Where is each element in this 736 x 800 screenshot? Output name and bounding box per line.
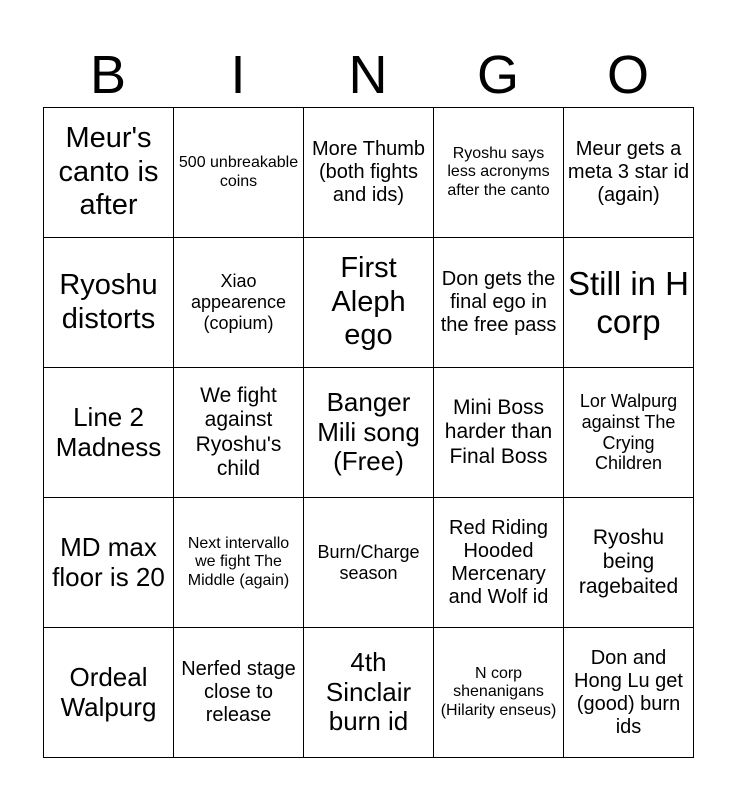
bingo-cell[interactable]: 500 unbreakable coins [174,108,304,238]
header-letter-n: N [348,45,388,105]
board-row-1 [44,108,694,238]
bingo-cell[interactable]: We fight against Ryoshu's child [174,368,304,498]
bingo-cell[interactable]: Don gets the final ego in the free pass [434,238,564,368]
header-letter-o: O [606,45,649,105]
bingo-cell[interactable]: Still in H corp [564,238,694,368]
board-row-3 [44,368,694,498]
bingo-cell[interactable]: Ryoshu says less acronyms after the canto [434,108,564,238]
bingo-cell[interactable]: MD max floor is 20 [44,498,174,628]
board-row-4 [44,498,694,628]
bingo-cell[interactable]: Don and Hong Lu get (good) burn ids [564,628,694,758]
bingo-cell[interactable]: Meur gets a meta 3 star id (again) [564,108,694,238]
bingo-cell[interactable]: Ordeal Walpurg [44,628,174,758]
bingo-cell[interactable]: Red Riding Hooded Mercenary and Wolf id [434,498,564,628]
bingo-cell[interactable]: Ryoshu distorts [44,238,174,368]
bingo-cell[interactable]: N corp shenanigans (Hilarity enseus) [434,628,564,758]
bingo-cell[interactable]: Meur's canto is after [44,108,174,238]
bingo-cell[interactable]: Xiao appearence (copium) [174,238,304,368]
bingo-cell[interactable]: Nerfed stage close to release [174,628,304,758]
bingo-cell[interactable]: Lor Walpurg against The Crying Children [564,368,694,498]
bingo-cell[interactable]: Ryoshu being ragebaited [564,498,694,628]
header-letter-b: B [89,45,127,105]
header-letter-g: G [476,45,519,105]
bingo-cell[interactable]: Burn/Charge season [304,498,434,628]
board-row-2 [44,238,694,368]
board-row-5 [44,628,694,758]
header-letter-i: I [230,45,246,105]
bingo-board [43,107,694,758]
bingo-cell[interactable]: More Thumb (both fights and ids) [304,108,434,238]
bingo-cell[interactable]: 4th Sinclair burn id [304,628,434,758]
bingo-cell[interactable]: First Aleph ego [304,238,434,368]
bingo-cell[interactable]: Next intervallo we fight The Middle (again) [174,498,304,628]
bingo-cell[interactable]: Line 2 Madness [44,368,174,498]
bingo-cell[interactable]: Mini Boss harder than Final Boss [434,368,564,498]
bingo-header [43,44,693,106]
bingo-cell[interactable]: Banger Mili song (Free) [304,368,434,498]
